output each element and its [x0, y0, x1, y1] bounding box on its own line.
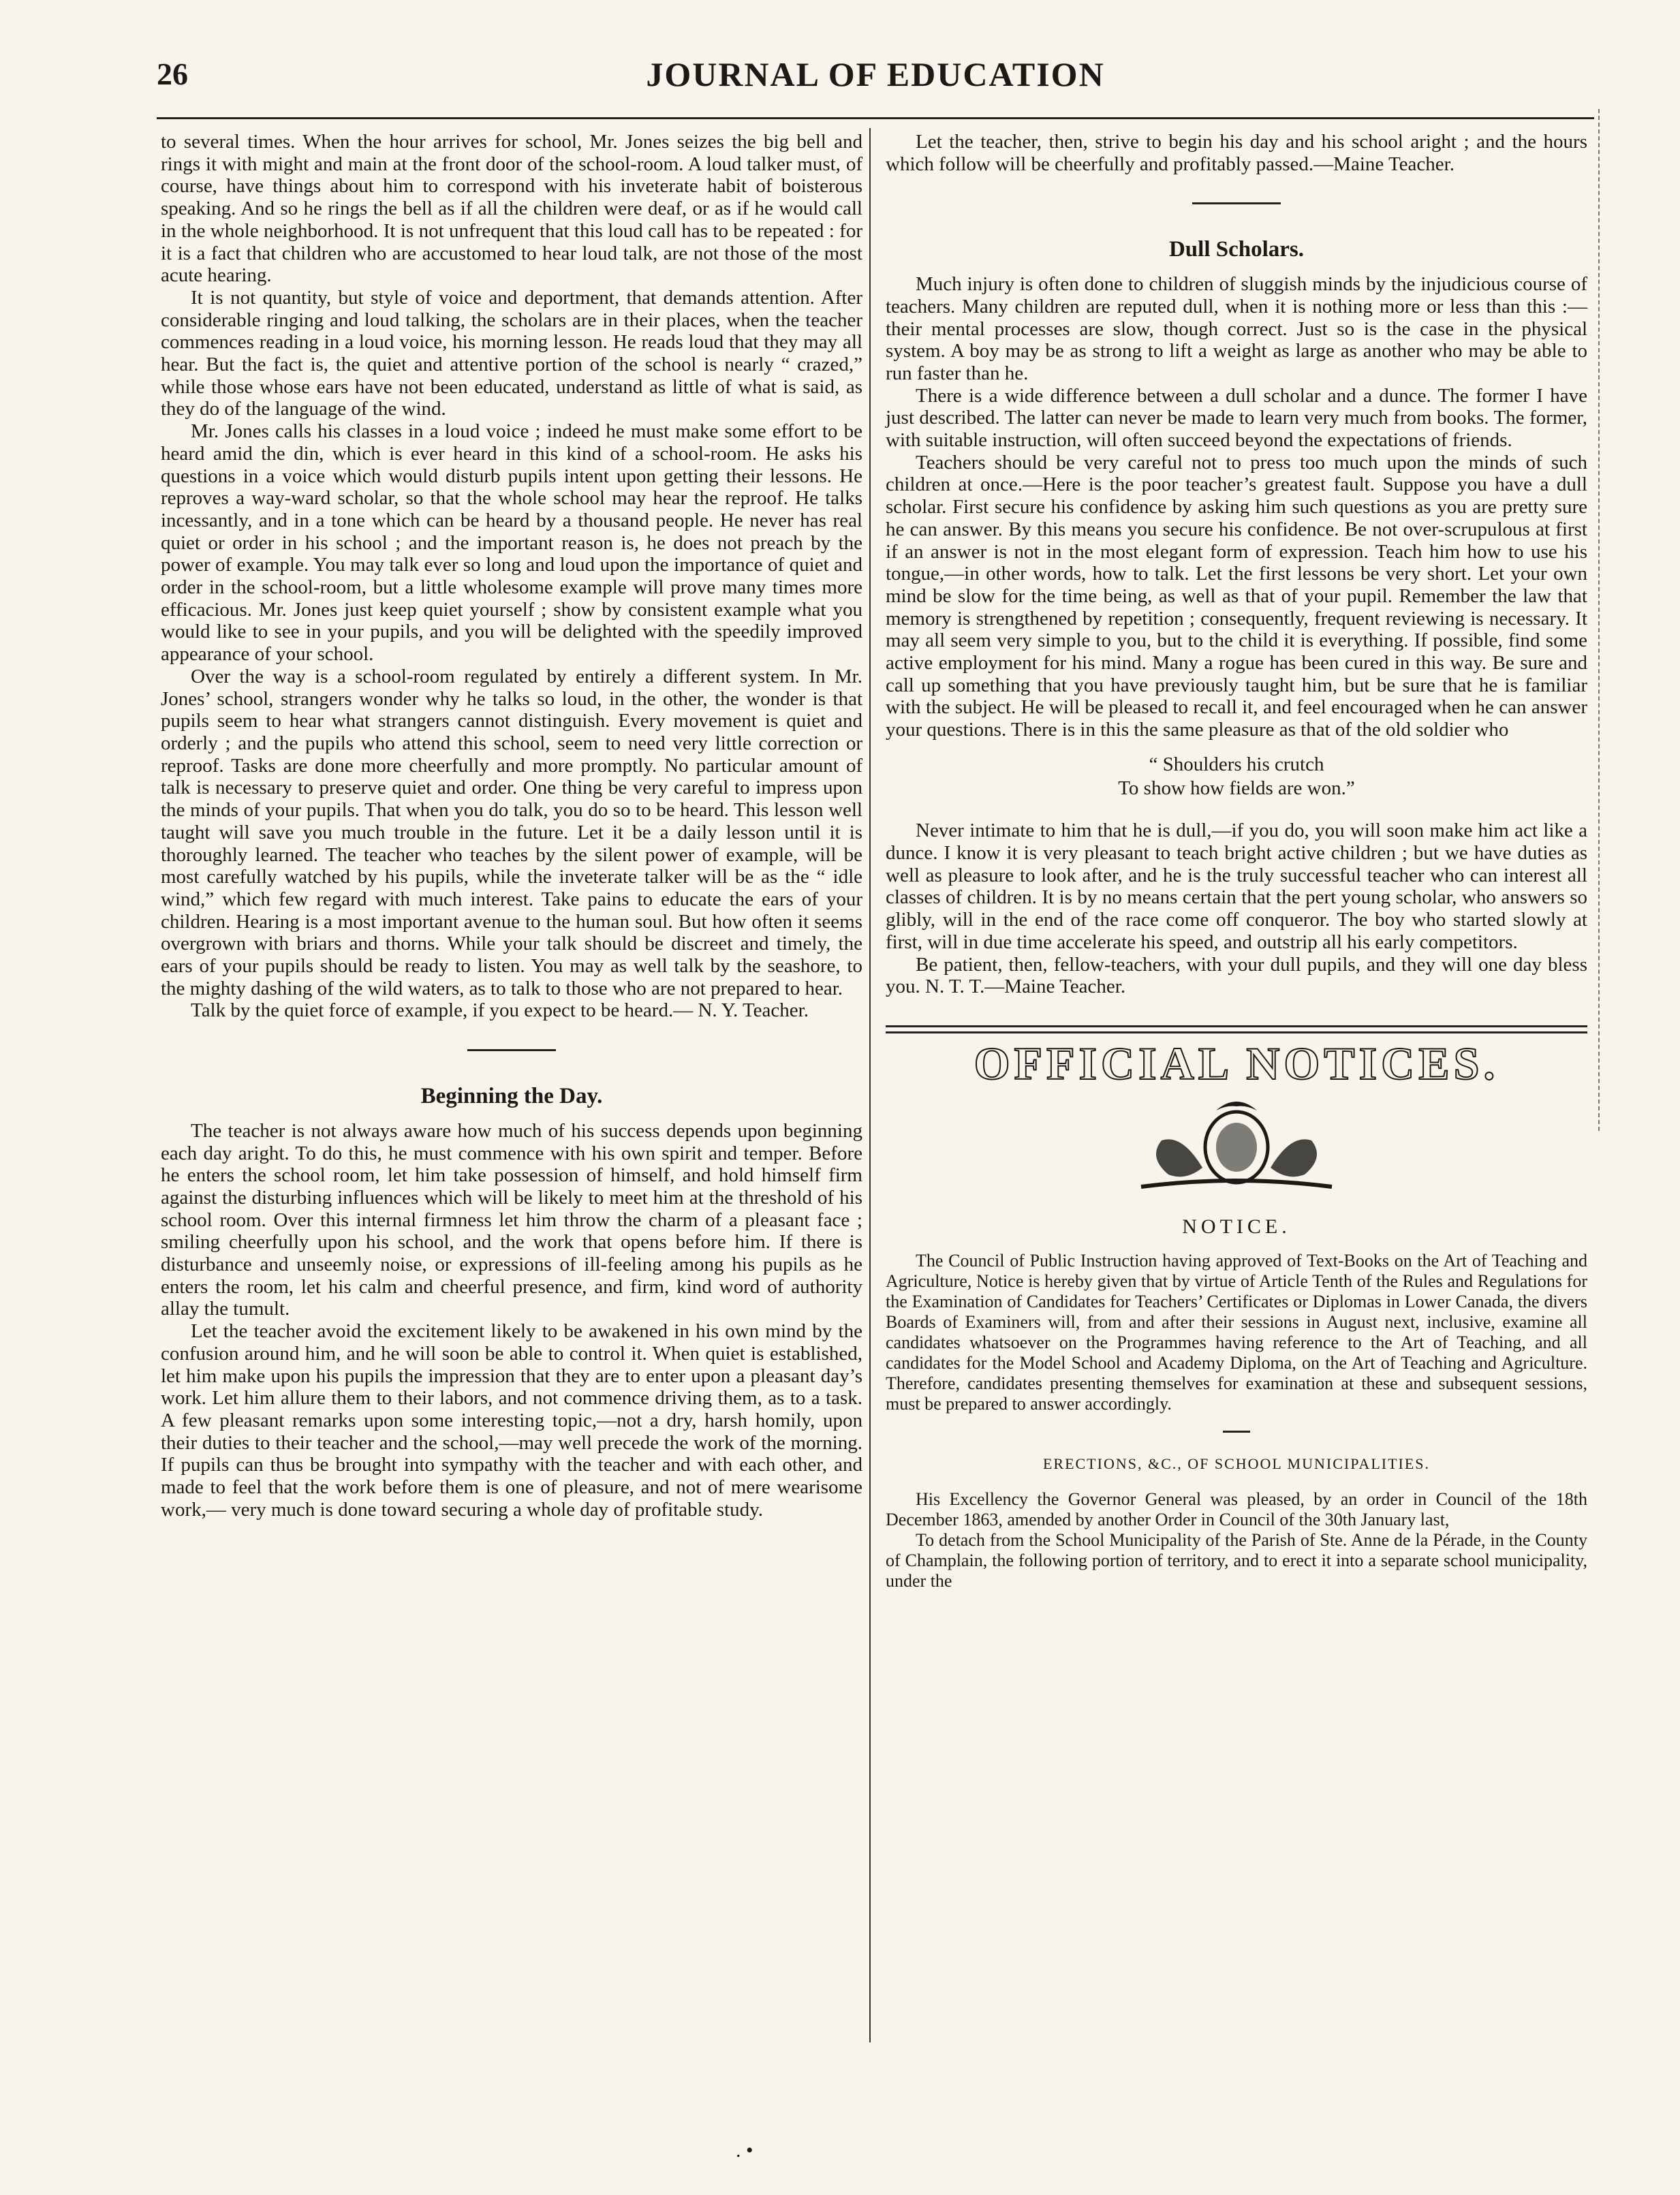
- poem-line: “ Shoulders his crutch: [1149, 753, 1324, 775]
- left-column: [161, 131, 862, 2045]
- footer-mark: . •: [736, 2139, 753, 2162]
- double-rule: [886, 1025, 1587, 1033]
- poem-quote: [886, 753, 1587, 799]
- article-paragraph: Mr. Jones calls his classes in a loud voice ; indeed he must make some effort to be heard amid the din, which is ever heard in this kind of a school-room. He asks his questions in a voice which would disturb pupils intent upon getting their lessons. He reproves a way-ward scholar, so that the whole school may hear the reproof. He talks incessantly, and in a tone which can be heard by a thousand people. He never has real quiet or order in his school ; and the important reason is, he does not preach by the power of example. You may talk ever so long and loud upon the importance of quiet and order in the school-room, but a little wholesome example will prove many times more efficacious. Mr. Jones just keep quiet yourself ; show by consistent example what you would like to see in your pupils, and you will be delighted with the speedily improved appearance of your school.: [161, 420, 862, 666]
- section-rule: [1223, 1431, 1250, 1433]
- header-rule: [157, 117, 1594, 119]
- page-header: [157, 49, 1594, 104]
- section-title-beginning-the-day: Beginning the Day.: [420, 1084, 603, 1109]
- article-paragraph: to several times. When the hour arrives for school, Mr. Jones seizes the big bell and rings it with might and main at the front door of the school-room. A loud talker must, of course, have things about him to correspond with his inveterate habit of boisterous speaking. And so he rings the bell as if all the children were deaf, or as if he would call in the whole neighborhood. It is not unfrequent that this loud call has to be repeated : for it is a fact that children who are accustomed to hear loud talk, are not those of the most acute hearing.: [161, 131, 862, 287]
- notice-paragraph: To detach from the School Municipality of the Parish of Ste. Anne de la Pérade, in the County of Champlain, the following portion of territory, and to erect it into a separate school municipality, under the: [886, 1529, 1587, 1591]
- article-paragraph: Never intimate to him that he is dull,—if you do, you will soon make him act like a dunce. I know it is very pleasant to teach bright active children ; but we have duties as well as pleasure to look after, and he is the truly successful teacher who can interest all classes of children. It is by no means certain that the pert young scholar, who answers so glibly, will in the end of the race come off conqueror. The boy who started slowly at first, will in due time accelerate his speed, and outstrip all his early competitors.: [886, 820, 1587, 953]
- notice-paragraph: The Council of Public Instruction having approved of Text-Books on the Art of Teaching and Agriculture, Notice is hereby given that by virtue of Article Tenth of the Rules and Regulations for the Examination of Candidates for Teachers’ Certificates or Diplomas in Lower Canada, the divers Boards of Examiners will, from and after their sessions in August next, inclusive, examine all candidates whatsoever on the Programmes having reference to the Art of Teaching, and all candidates for the Model School and Academy Diploma, on the Art of Teaching and Agriculture. Therefore, candidates presenting themselves for examination at these and subsequent sessions, must be prepared to answer accordingly.: [886, 1251, 1587, 1414]
- edge-rule: [1598, 109, 1600, 1131]
- page-number: 26: [157, 57, 188, 91]
- column-divider: [869, 128, 871, 2042]
- article-paragraph: Over the way is a school-room regulated by entirely a different system. In Mr. Jones’ school, strangers wonder why he talks so loud, in the other, the wonder is that pupils seem to hear what strangers cannot distinguish. Every movement is quiet and orderly ; and the pupils who attend this school, seem to need very little correction or reproof. Tasks are done more cheerfully and more promptly. No particular amount of talk is necessary to preserve quiet and order. One thing be very careful to impress upon the minds of your pupils. That when you do talk, you do so to be heard. This lesson well taught will save you much trouble in the future. Let it be a daily lesson until it is thoroughly learned. The teacher who teaches by the silent power of example, will be most carefully watched by his pupils, while the inveterate talker will be as the “ idle wind,” which few regard with much interest. Take pains to educate the ears of your children. Hearing is a most important avenue to the human soul. But how often it seems overgrown with briars and thorns. While your talk should be discreet and timely, the ears of your pupils should be ready to listen. You may as well talk by the seashore, to the mighty dashing of the wild waters, as to talk to those who are not prepared to hear.: [161, 665, 862, 999]
- article-paragraph: Let the teacher avoid the excitement likely to be awakened in his own mind by the confusion around him, and he will soon be able to control it. When quiet is established, let him make upon his pupils the impression that they are to enter upon a pleasant day’s work. Let him allure them to their labors, and not commence driving them, as to a task. A few pleasant remarks upon some interesting topic,—not a dry, harsh homily, upon their duties to their teacher and the school,—may well precede the work of the morning. If pupils can thus be brought into sympathy with the teacher and with each other, and made to feel that the work before them is one of pleasure, and not of mere wearisome work,— very much is done toward securing a whole day of profitable study.: [161, 1320, 862, 1521]
- section-rule: [1192, 202, 1281, 204]
- erections-heading: ERECTIONS, &C., OF SCHOOL MUNICIPALITIES.: [1042, 1455, 1431, 1473]
- section-title-dull-scholars: Dull Scholars.: [1168, 237, 1305, 262]
- royal-crest-icon: [1121, 1093, 1352, 1195]
- notice-title: NOTICE.: [1182, 1215, 1291, 1239]
- official-notices-title: OFFICIAL NOTICES.: [974, 1037, 1499, 1089]
- article-paragraph: It is not quantity, but style of voice and deportment, that demands attention. After considerable ringing and loud talking, the scholars are in their places, when the teacher commences reading in a loud voice, his morning lesson. He reads loud that they may all hear. But the fact is, the quiet and attentive portion of the school is nearly “ crazed,” while those whose ears have not been educated, understand as little of what is said, as they do of the language of the wind.: [161, 286, 862, 420]
- section-rule: [467, 1049, 556, 1051]
- article-paragraph: Teachers should be very careful not to press too much upon the minds of such children at once.—Here is the poor teacher’s greatest fault. Suppose you have a dull scholar. First secure his confidence by asking him such questions as you are pretty sure he can answer. By this means you secure his confidence. Be not over-scrupulous at first if an answer is not in the most elegant form of expression. Teach him how to use his tongue,—in other words, how to talk. Let the first lessons be very short. Let your own mind be slow for the time being, as well as that of your pupil. Remember the law that memory is strengthened by repetition ; consequently, frequent reviewing is necessary. It may all seem very simple to you, but to the child it is everything. If possible, find some active employment for his mind. Many a rogue has been cured in this way. Be sure and call up something that you have previously taught him, but be sure that he is familiar with the subject. He will be pleased to recall it, and feel encouraged when he can answer your questions. There is in this the same pleasure as that of the old soldier who: [886, 451, 1587, 741]
- article-paragraph: The teacher is not always aware how much of his success depends upon beginning each day aright. To do this, he must commence with his own spirit and temper. Before he enters the school room, let him take possession of himself, and hold himself firm against the disturbing influences which will be likely to meet him at the threshold of his school room. Over this internal firmness let him throw the charm of a pleasant face ; smiling cheerfully upon his school, and the work that opens before him. If there is disturbance and unseemly noise, or expressions of ill-feeling among his pupils as he enters the room, let his calm and cheerful presence, and firm, kind word of authority allay the tumult.: [161, 1119, 862, 1320]
- journal-title: JOURNAL OF EDUCATION: [646, 55, 1105, 93]
- notice-paragraph: His Excellency the Governor General was pleased, by an order in Council of the 18th December 1863, amended by another Order in Council of the 30th January last,: [886, 1489, 1587, 1529]
- poem-line: To show how fields are won.”: [1118, 777, 1355, 799]
- article-paragraph: Much injury is often done to children of sluggish minds by the injudicious course of teachers. Many children are reputed dull, when it is nothing more or less than this :—their mental processes are slow, though correct. Just so is the case in the physical system. A boy may be as strong to lift a weight as large as another who may be able to run faster than he.: [886, 273, 1587, 384]
- article-paragraph: Be patient, then, fellow-teachers, with your dull pupils, and they will one day bless you. N. T. T.—Maine Teacher.: [886, 953, 1587, 998]
- crest: [886, 1093, 1587, 1200]
- right-column: [886, 131, 1587, 2045]
- article-paragraph: Let the teacher, then, strive to begin his day and his school aright ; and the hours which follow will be cheerfully and profitably passed.—Maine Teacher.: [886, 131, 1587, 175]
- article-paragraph: There is a wide difference between a dull scholar and a dunce. The former I have just described. The latter can never be made to learn very much from books. The former, with suitable instruction, will often succeed beyond the expectations of friends.: [886, 384, 1587, 452]
- article-paragraph: Talk by the quiet force of example, if you expect to be heard.— N. Y. Teacher.: [191, 999, 809, 1022]
